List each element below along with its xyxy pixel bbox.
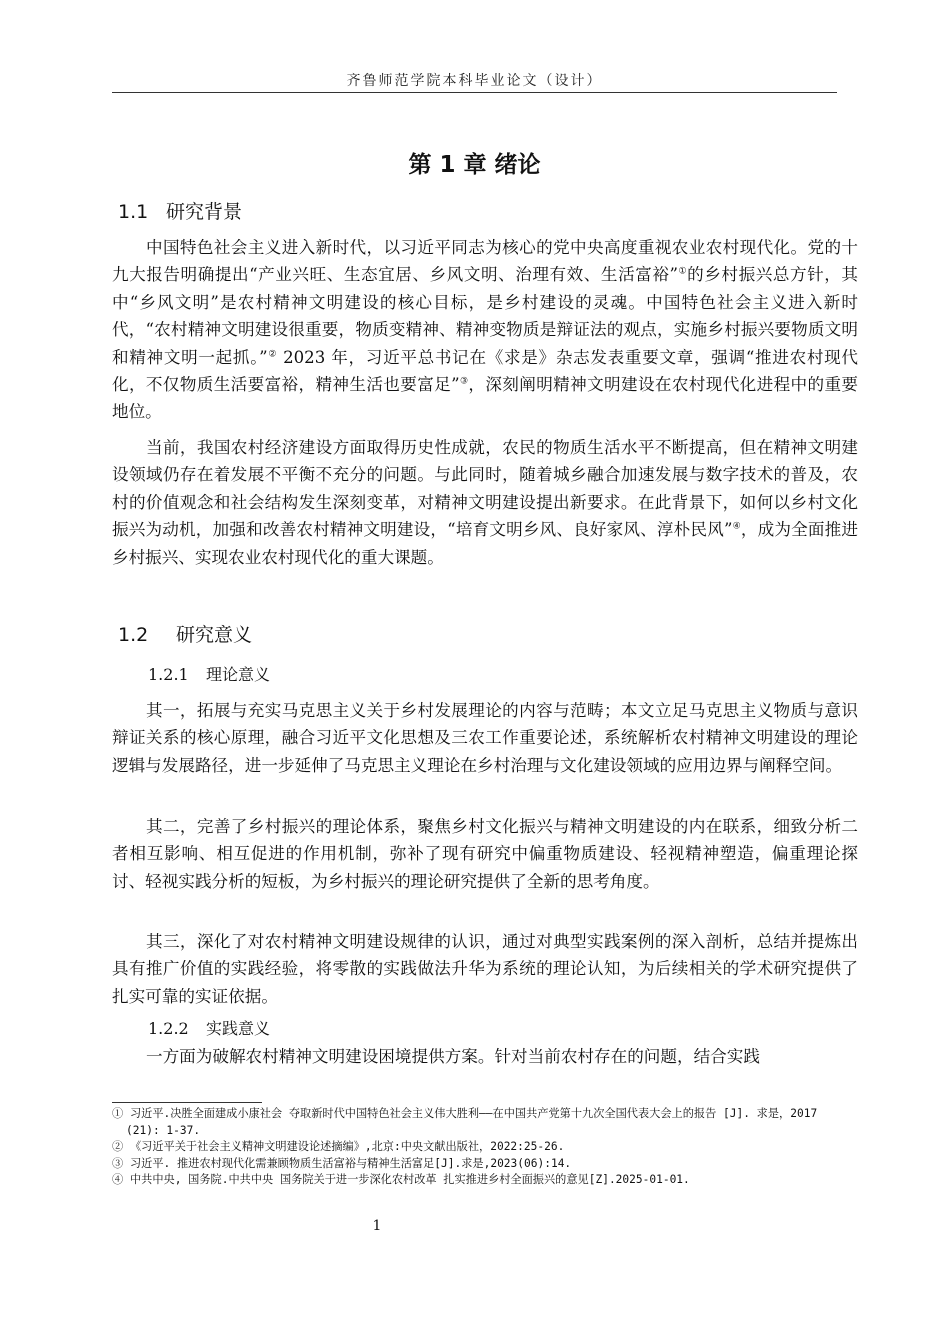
section-title: 研究意义 [176,624,253,646]
section-heading-1-1 [118,197,242,224]
footnote-mark: ④ [112,1173,124,1186]
subsection-number: 1.2.1 [148,665,189,684]
section-number: 1.1 [118,201,149,223]
footnote-text: 习近平.决胜全面建成小康社会 夺取新时代中国特色社会主义伟大胜利——在中国共产党第十九次全国代表大会上的报告 [J]. 求是，2017 (21): 1-37. [123,1107,818,1137]
footnote-text: 《习近平关于社会主义精神文明建设论述摘编》,北京:中央文献出版社，2022:25-26. [123,1140,565,1153]
paragraph-theory-3: 其三，深化了对农村精神文明建设规律的认识，通过对典型实践案例的深入剖析，总结并提炼出具有推广价值的实践经验，将零散的实践做法升华为系统的理论认知，为后续相关的学术研究提供了扎实可靠的实证依据。 [112,932,858,1006]
footnote-3 [112,1156,852,1173]
footnote-ref-3: ③ [459,376,469,387]
footnote-mark: ② [112,1140,124,1153]
paragraph-practice-1: 一方面为破解农村精神文明建设困境提供方案。针对当前农村存在的问题，结合实践 [146,1047,760,1066]
paragraph-background-2 [112,434,858,571]
text-run: 2023 年，习近平总书记在《求是》杂志发表重要文章，强调“推进农村现代化，不仅物质生活要富裕，精神生活也要富足” [112,347,858,395]
footnote-mark: ③ [112,1156,124,1170]
footnote-text: 中共中央, 国务院.中共中央 国务院关于进一步深化农村改革 扎实推进乡村全面振兴的意见[Z].2025-01-01. [123,1173,690,1186]
paragraph-theory-1: 其一，拓展与充实马克思主义关于乡村发展理论的内容与范畴；本文立足马克思主义物质与意识辩证关系的核心原理，融合习近平文化思想及三农工作重要论述，系统解析农村精神文明建设的理论逻辑与发展路径，进一步延伸了马克思主义理论在乡村治理与文化建设领域的应用边界与阐释空间。 [112,701,858,775]
text-run: 的乡村振兴总方针，其中“乡风文明”是农村精神文明建设的核心目标，是乡村建设的灵魂。中国特色社会主义进入新时代，“农村精神文明建设很重要，物质变精神、精神变物质是辩证法的观点，实施乡村振兴要物质文明和精神文明一起抓。” [112,265,859,367]
subsection-heading-1-2-2 [148,1016,270,1039]
footnote-ref-4: ④ [732,521,741,532]
header-rule [112,92,837,93]
subsection-number: 1.2.2 [148,1019,189,1038]
page-header: 齐鲁师范学院本科毕业论文（设计） [346,73,603,89]
subsection-heading-1-2-1 [148,662,270,685]
subsection-title: 理论意义 [206,665,271,684]
footnote-2 [112,1139,852,1156]
subsection-title: 实践意义 [206,1019,271,1038]
footnote-ref-2: ② [267,349,278,360]
footnote-rule [112,1102,262,1103]
page-number: 1 [372,1218,382,1234]
text-run: ，成为全面推进乡村振兴、实现农业农村现代化的重大课题。 [112,520,859,567]
chapter-title: 第 1 章 绪论 [408,152,541,178]
paragraph-theory-2: 其二，完善了乡村振兴的理论体系，聚焦乡村文化振兴与精神文明建设的内在联系，细致分析二者相互影响、相互促进的作用机制，弥补了现有研究中偏重物质建设、轻视精神塑造，偏重理论探讨、轻视实践分析的短板，为乡村振兴的理论研究提供了全新的思考角度。 [112,817,858,891]
footnotes [112,1106,852,1189]
footnote-1 [112,1106,852,1139]
section-heading-1-2 [118,620,252,647]
section-number: 1.2 [118,624,149,646]
paragraph-background-1 [112,234,858,426]
footnote-text: 习近平. 推进农村现代化需兼顾物质生活富裕与精神生活富足[J].求是,2023(06):14. [123,1156,572,1170]
text-run: 当前，我国农村经济建设方面取得历史性成就，农民的物质生活水平不断提高，但在精神文明建设领域仍存在着发展不平衡不充分的问题。与此同时，随着城乡融合加速发展与数字技术的普及，农村的价值观念和社会结构发生深刻变革，对精神文明建设提出新要求。在此背景下，如何以乡村文化振兴为动机，加强和改善农村精神文明建设，“培育文明乡风、良好家风、淳朴民风” [112,438,858,540]
footnote-4 [112,1172,852,1189]
footnote-ref-1: ① [677,266,688,277]
footnote-mark: ① [112,1107,124,1120]
text-run: ，深刻阐明精神文明建设在农村现代化进程中的重要地位。 [112,375,858,422]
text-run: 中国特色社会主义进入新时代，以习近平同志为核心的党中央高度重视农业农村现代化。党的十九大报告明确提出“产业兴旺、生态宜居、乡风文明、治理有效、生活富裕” [112,238,858,285]
section-title: 研究背景 [166,201,243,223]
